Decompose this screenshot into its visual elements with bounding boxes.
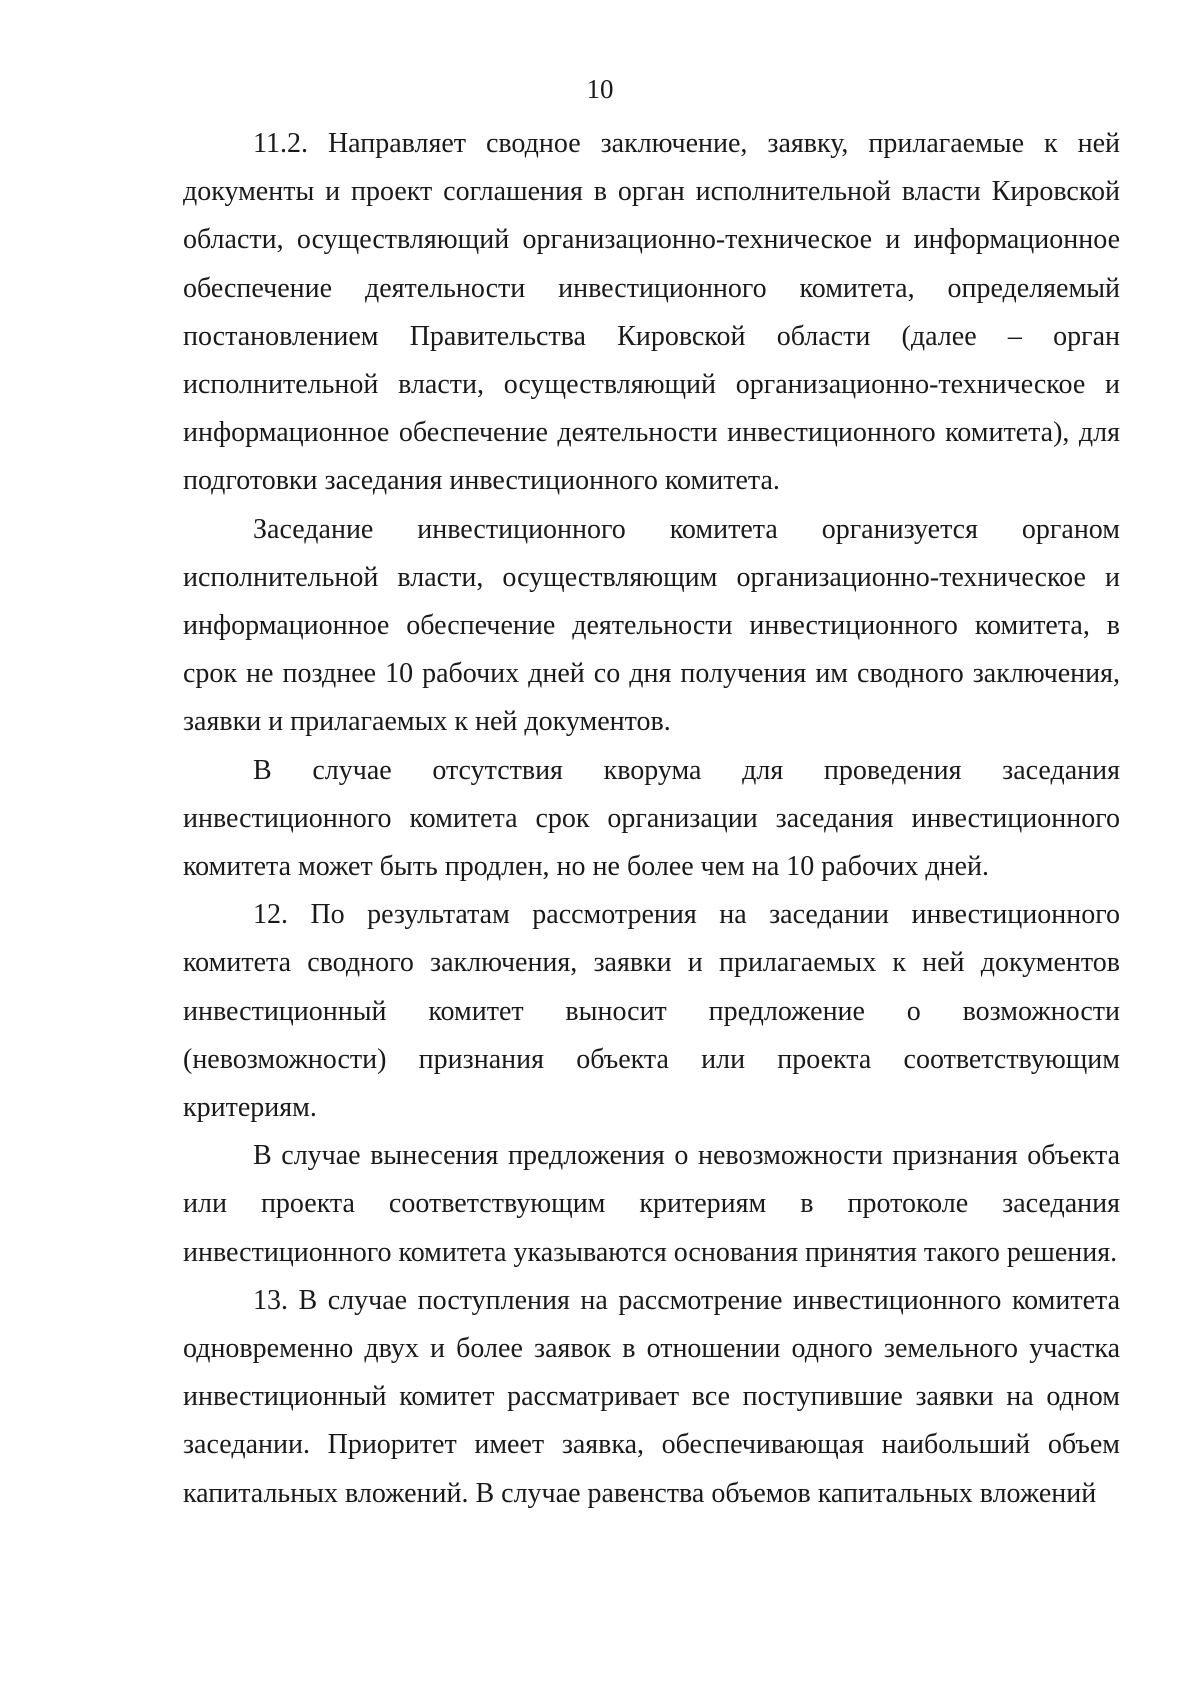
document-body [183,120,1120,1518]
paragraph-12: 12. По результатам рассмотрения на заседании инвестиционного комитета сводного заключения, заявки и прилагаемых к ней документов инвестиционный комитет выносит предложение о возможности (невозможности) признания объекта или проекта соответствующим критериям. [183,899,1120,1124]
paragraph-11-2: 11.2. Направляет сводное заключение, заявку, прилагаемые к ней документы и проект соглашения в орган исполнительной власти Кировской области, осуществляющий организационно-техническое и информационное обеспечение деятельности инвестиционного комитета, определяемый постановлением Правительства Кировской области (далее – орган исполнительной власти, осуществляющий организационно-техническое и информационное обеспечение деятельности инвестиционного комитета), для подготовки заседания инвестиционного комитета. [183,128,1120,497]
page-number: 10 [586,74,614,104]
paragraph-no-quorum: В случае отсутствия кворума для проведения заседания инвестиционного комитета срок организации заседания инвестиционного комитета может быть продлен, но не более чем на 10 рабочих дней. [183,754,1120,883]
paragraph-13: 13. В случае поступления на рассмотрение инвестиционного комитета одновременно двух и более заявок в отношении одного земельного участка инвестиционный комитет рассматривает все поступившие заявки на одном заседании. Приоритет имеет заявка, обеспечивающая наибольший объем капитальных вложений. В случае равенства объемов капитальных вложений [183,1284,1120,1509]
paragraph-negative-proposal: В случае вынесения предложения о невозможности признания объекта или проекта соответствующим критериям в протоколе заседания инвестиционного комитета указываются основания принятия такого решения. [183,1140,1120,1268]
paragraph-meeting-organization: Заседание инвестиционного комитета организуется органом исполнительной власти, осуществляющим организационно-техническое и информационное обеспечение деятельности инвестиционного комитета, в срок не позднее 10 рабочих дней со дня получения им сводного заключения, заявки и прилагаемых к ней документов. [183,513,1120,738]
